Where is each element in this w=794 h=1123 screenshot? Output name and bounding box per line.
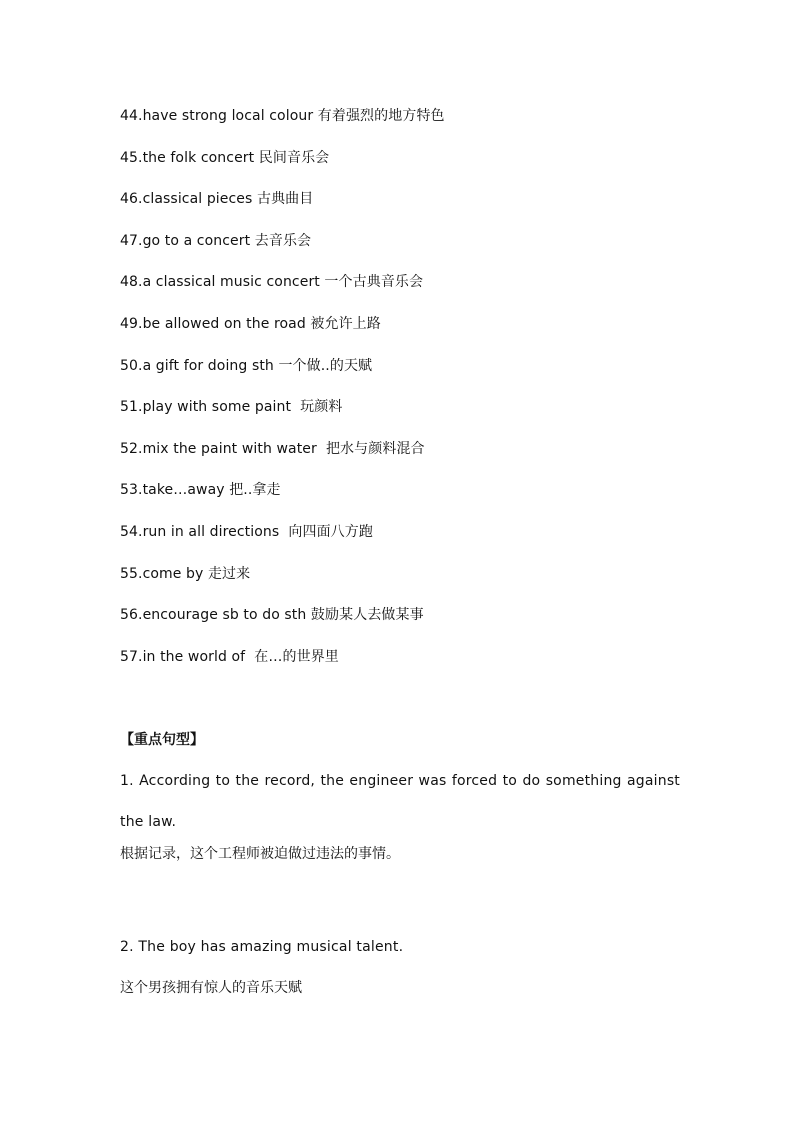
phrase-item-48: 48.a classical music concert 一个古典音乐会 <box>120 274 424 291</box>
phrase-item-50: 50.a gift for doing sth 一个做..的天赋 <box>120 357 373 374</box>
phrase-item-54: 54.run in all directions 向四面八方跑 <box>120 523 373 540</box>
phrase-item-52: 52.mix the paint with water 把水与颜料混合 <box>120 440 425 457</box>
phrase-item-57: 57.in the world of 在…的世界里 <box>120 648 339 665</box>
sentence-block <box>120 761 680 866</box>
sentence-english: 2. The boy has amazing musical talent. <box>120 939 404 955</box>
phrase-list <box>120 104 680 686</box>
sentence-block <box>120 927 680 1000</box>
phrase-item-45: 45.the folk concert 民间音乐会 <box>120 149 330 166</box>
phrase-item-55: 55.come by 走过来 <box>120 565 251 582</box>
sentence-english: 1. According to the record, the engineer was forced to do something against the law. <box>120 773 680 830</box>
sentence-chinese: 这个男孩拥有惊人的音乐天赋 <box>120 980 302 996</box>
phrase-item-56: 56.encourage sb to do sth 鼓励某人去做某事 <box>120 607 424 624</box>
phrase-item-47: 47.go to a concert 去音乐会 <box>120 232 312 249</box>
sentence-chinese: 根据记录，这个工程师被迫做过违法的事情。 <box>120 846 400 862</box>
phrase-item-46: 46.classical pieces 古典曲目 <box>120 191 314 208</box>
phrase-item-53: 53.take…away 把..拿走 <box>120 482 281 499</box>
section-title-key-sentences: 【重点句型】 <box>120 732 204 748</box>
phrase-item-51: 51.play with some paint 玩颜料 <box>120 399 343 416</box>
phrase-item-44: 44.have strong local colour 有着强烈的地方特色 <box>120 108 445 124</box>
phrase-item-49: 49.be allowed on the road 被允许上路 <box>120 315 381 332</box>
